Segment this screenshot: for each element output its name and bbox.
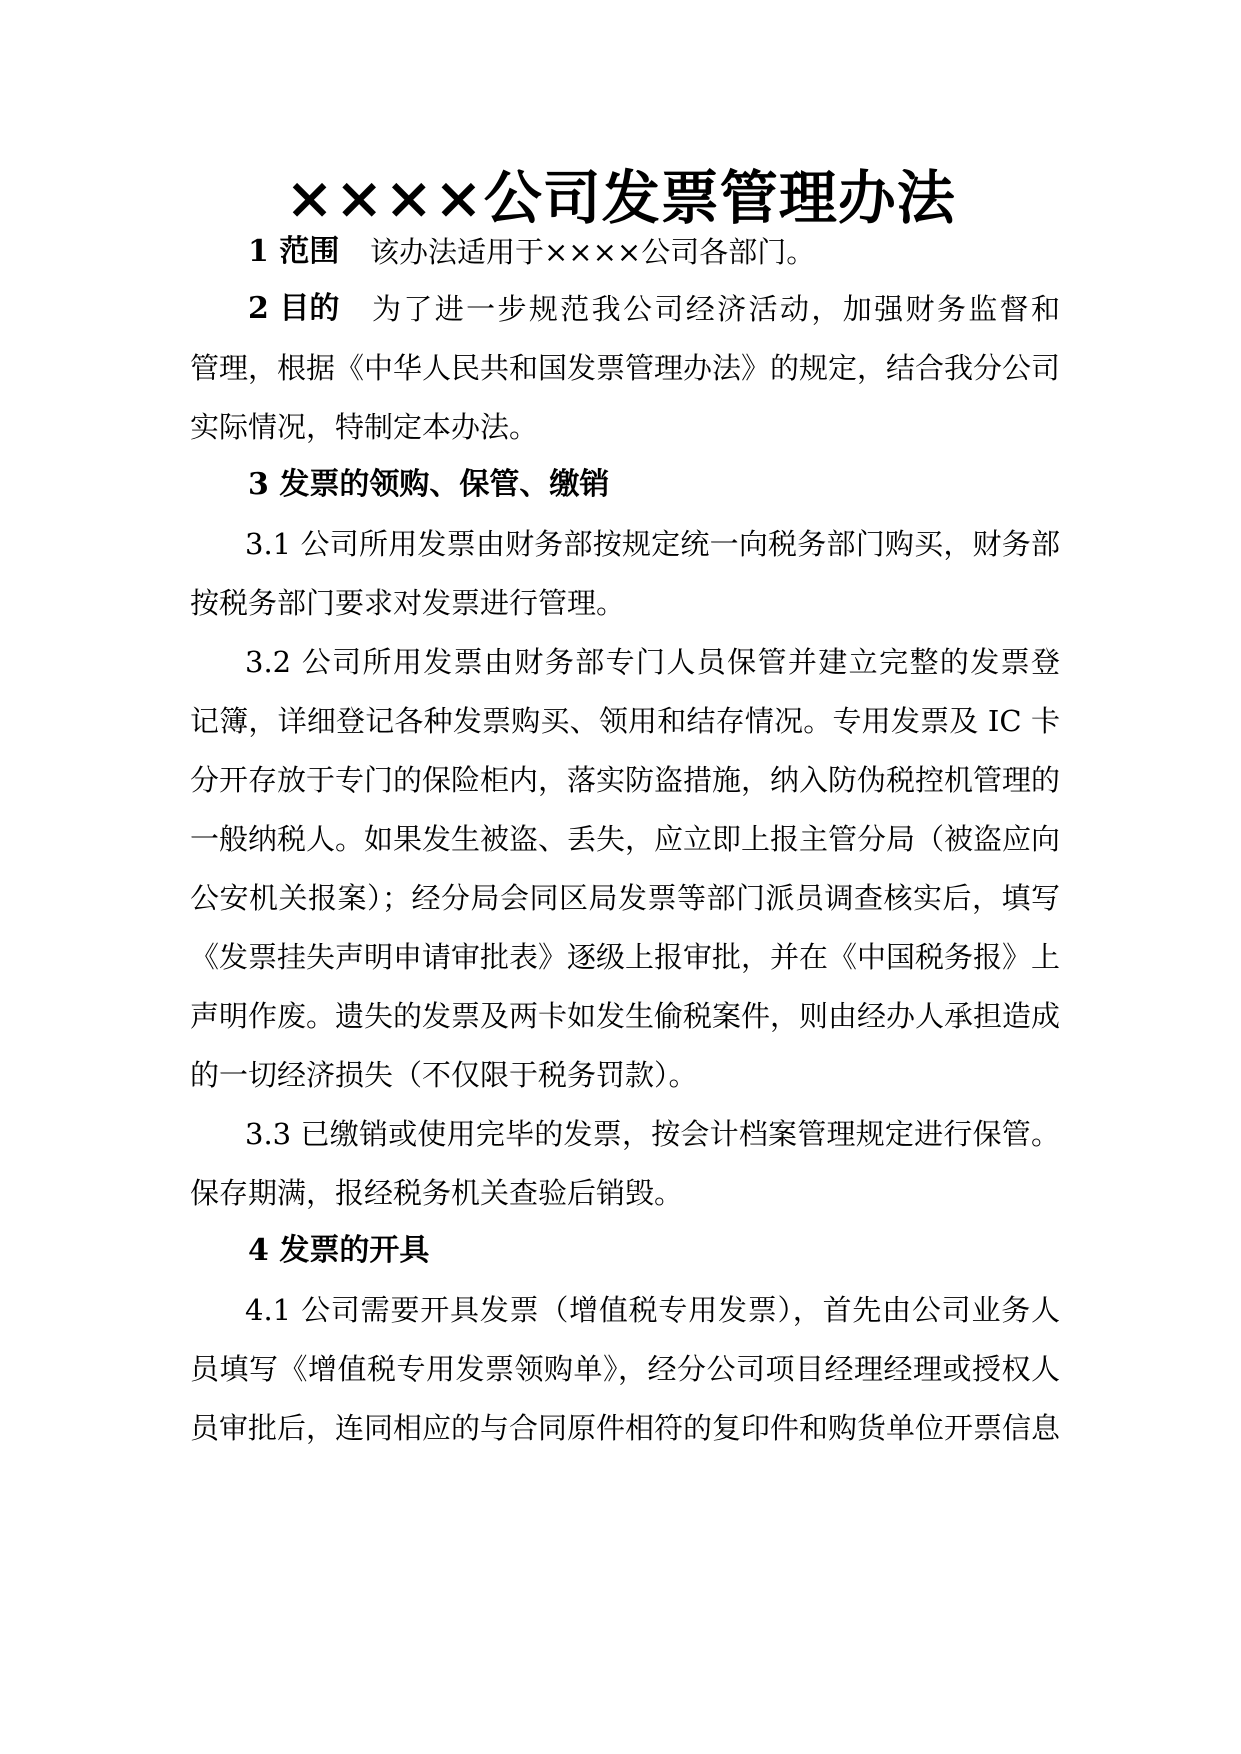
section-3-2-line-7: 声明作废。遗失的发票及两卡如发生偷税案件，则由经办人承担造成	[190, 999, 1061, 1033]
section-3-2-line-6: 《发票挂失声明申请审批表》逐级上报审批，并在《中国税务报》上	[190, 940, 1061, 974]
section-3-2-line-3: 分开存放于专门的保险柜内，落实防盗措施，纳入防伪税控机管理的	[190, 763, 1061, 797]
section-4-1-line-3: 员审批后，连同相应的与合同原件相符的复印件和购货单位开票信息	[190, 1411, 1061, 1445]
section-3-2-line-4: 一般纳税人。如果发生被盗、丢失，应立即上报主管分局（被盗应向	[190, 822, 1061, 856]
section-3-1-line-1: 3.1 公司所用发票由财务部按规定统一向税务部门购买，财务部	[245, 527, 1060, 561]
section-3-2-line-8: 的一切经济损失（不仅限于税务罚款）。	[190, 1058, 698, 1092]
section-4-1-line-2: 员填写《增值税专用发票领购单》，经分公司项目经理经理或授权人	[190, 1352, 1060, 1386]
section-3-2-line-1: 3.2 公司所用发票由财务部专门人员保管并建立完整的发票登	[245, 645, 1060, 679]
section-1-heading: 1 范围	[248, 234, 340, 269]
section-3-2-line-5: 公安机关报案）；经分局会同区局发票等部门派员调查核实后，填写	[190, 881, 1060, 915]
section-2-line-1: 为了进一步规范我公司经济活动，加强财务监督和	[372, 292, 1060, 326]
section-3-2-line-2: 记簿，详细登记各种发票购买、领用和结存情况。专用发票及 IC 卡	[190, 704, 1060, 738]
section-2-line-2: 管理，根据《中华人民共和国发票管理办法》的规定，结合我分公司	[190, 351, 1061, 385]
section-1-text: 该办法适用于××××公司各部门。	[370, 235, 816, 269]
section-4-1-line-1: 4.1 公司需要开具发票（增值税专用发票），首先由公司业务人	[245, 1293, 1060, 1327]
section-3-3-line-1: 3.3 已缴销或使用完毕的发票，按会计档案管理规定进行保管。	[245, 1117, 1060, 1151]
section-3-heading: 3 发票的领购、保管、缴销	[248, 467, 610, 502]
document-title: ××××公司发票管理办法	[285, 164, 956, 232]
section-3-3-line-2: 保存期满，报经税务机关查验后销毁。	[190, 1176, 684, 1210]
section-3-1-line-2: 按税务部门要求对发票进行管理。	[190, 586, 626, 620]
section-4-heading: 4 发票的开具	[248, 1233, 430, 1268]
section-2-line-3: 实际情况，特制定本办法。	[190, 410, 539, 444]
section-2-heading: 2 目的	[248, 291, 340, 326]
